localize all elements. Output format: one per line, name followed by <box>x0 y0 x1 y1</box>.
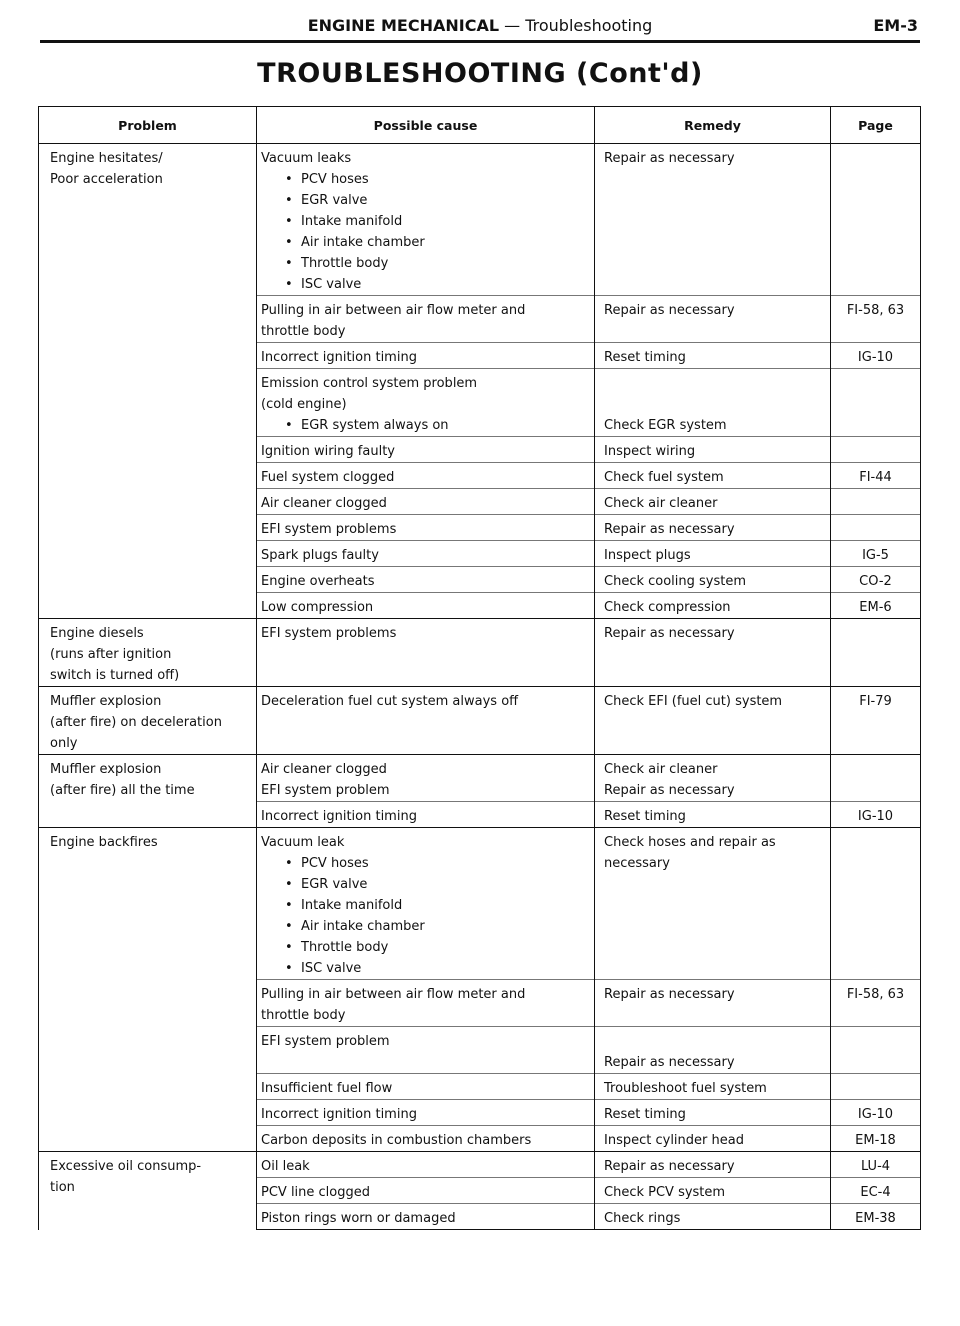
page-ref <box>831 1031 920 1052</box>
cause-line: throttle body <box>261 1008 346 1023</box>
column-header-page: Page <box>831 107 921 144</box>
page-ref-cell <box>831 144 921 296</box>
remedy-line: Repair as necessary <box>604 1159 735 1174</box>
page-ref-cell <box>831 593 921 619</box>
cause-bullet-item: • Intake manifold <box>261 211 594 232</box>
problem-line: (runs after ignition <box>50 647 172 662</box>
problem-line: (after fire) on deceleration <box>50 715 222 730</box>
problem-line: Engine hesitates/ <box>50 151 163 166</box>
remedy-cell <box>595 980 831 1027</box>
problem-line: Muffler explosion <box>50 762 162 777</box>
problem-cell <box>39 144 257 619</box>
page-ref: IG-10 <box>857 350 894 365</box>
cause-cell <box>257 1027 595 1074</box>
remedy-cell <box>595 1126 831 1152</box>
page-ref <box>831 519 920 540</box>
page-ref-cell <box>831 1027 921 1074</box>
table-row <box>39 619 921 687</box>
cause-line: Deceleration fuel cut system always off <box>261 694 519 709</box>
remedy-cell <box>595 541 831 567</box>
cause-cell <box>257 1100 595 1126</box>
table-row <box>39 755 921 802</box>
remedy-line: Check air cleaner <box>604 762 718 777</box>
page-ref: EM-6 <box>859 600 892 615</box>
remedy-cell <box>595 343 831 369</box>
page-ref <box>831 623 920 644</box>
remedy-cell <box>595 144 831 296</box>
page-header <box>40 14 920 43</box>
page-ref-cell <box>831 687 921 755</box>
cause-bullet-item: • PCV hoses <box>261 853 594 874</box>
page-ref-cell <box>831 802 921 828</box>
remedy-cell <box>595 687 831 755</box>
page-ref-cell <box>831 343 921 369</box>
remedy-line: Check EFI (fuel cut) system <box>604 694 783 709</box>
page-ref-cell <box>831 619 921 687</box>
cause-line: Incorrect ignition timing <box>261 1107 417 1122</box>
cause-line: Carbon deposits in combustion chambers <box>261 1133 532 1148</box>
cause-bullet-item: • ISC valve <box>261 958 594 979</box>
cause-cell <box>257 1204 595 1230</box>
cause-line: Pulling in air between air flow meter and <box>261 303 526 318</box>
table-body <box>39 144 921 1230</box>
table-header <box>39 107 921 144</box>
remedy-cell <box>595 828 831 980</box>
page-ref-cell <box>831 296 921 343</box>
page-ref: FI-58, 63 <box>846 303 905 318</box>
cause-cell <box>257 619 595 687</box>
cause-cell <box>257 515 595 541</box>
remedy-line: Check rings <box>604 1211 681 1226</box>
cause-line: Vacuum leaks <box>261 151 352 166</box>
problem-line: Excessive oil consump- <box>50 1159 202 1174</box>
table-row <box>39 1152 921 1178</box>
remedy-line: Repair as necessary <box>604 522 735 537</box>
problem-line: Muffler explosion <box>50 694 162 709</box>
cause-line: Ignition wiring faulty <box>261 444 395 459</box>
page-ref-cell <box>831 541 921 567</box>
cause-cell <box>257 369 595 437</box>
cause-line: EFI system problems <box>261 522 397 537</box>
problem-cell <box>39 619 257 687</box>
cause-line: Vacuum leak <box>261 835 345 850</box>
page-title: TROUBLESHOOTING (Cont'd) <box>257 58 703 89</box>
cause-bullet-item: • Air intake chamber <box>261 916 594 937</box>
cause-line: Piston rings worn or damaged <box>261 1211 456 1226</box>
cause-line: Emission control system problem <box>261 376 478 391</box>
page-ref: FI-44 <box>859 470 892 485</box>
cause-bullet-item: • Throttle body <box>261 937 594 958</box>
remedy-line: Repair as necessary <box>604 1055 735 1070</box>
cause-bullet-item: • EGR system always on <box>261 415 594 436</box>
page-ref <box>831 832 920 853</box>
remedy-line: Check compression <box>604 600 731 615</box>
remedy-line: Check air cleaner <box>604 496 718 511</box>
cause-cell <box>257 687 595 755</box>
cause-cell <box>257 755 595 802</box>
page-ref-cell <box>831 828 921 980</box>
remedy-cell <box>595 489 831 515</box>
page-ref: EM-18 <box>855 1133 896 1148</box>
cause-bullet-item: • PCV hoses <box>261 169 594 190</box>
problem-line: only <box>50 736 78 751</box>
remedy-line: Check fuel system <box>604 470 724 485</box>
page-ref-cell <box>831 489 921 515</box>
remedy-line: Repair as necessary <box>604 987 735 1002</box>
remedy-line: Check EGR system <box>604 418 727 433</box>
table-row <box>39 687 921 755</box>
page-ref-cell <box>831 437 921 463</box>
column-header-remedy: Remedy <box>595 107 831 144</box>
cause-line: EFI system problems <box>261 626 397 641</box>
page-ref <box>831 148 920 169</box>
problem-cell <box>39 1152 257 1230</box>
cause-cell <box>257 1178 595 1204</box>
page-ref <box>831 1078 920 1099</box>
problem-line: Poor acceleration <box>50 172 163 187</box>
problem-cell <box>39 828 257 1152</box>
page-ref-cell <box>831 980 921 1027</box>
column-header-problem: Problem <box>39 107 257 144</box>
page-ref-cell <box>831 463 921 489</box>
cause-bullet-item: • EGR valve <box>261 190 594 211</box>
remedy-line: Reset timing <box>604 809 686 824</box>
remedy-cell <box>595 437 831 463</box>
cause-cell <box>257 1074 595 1100</box>
header-separator: — <box>499 16 526 35</box>
table-row <box>39 828 921 980</box>
remedy-line: Repair as necessary <box>604 303 735 318</box>
cause-line: Pulling in air between air flow meter and <box>261 987 526 1002</box>
remedy-cell <box>595 369 831 437</box>
page-ref: FI-79 <box>859 694 892 709</box>
cause-line: Oil leak <box>261 1159 310 1174</box>
remedy-line: necessary <box>604 856 670 871</box>
problem-line: tion <box>50 1180 75 1195</box>
remedy-line: Check PCV system <box>604 1185 726 1200</box>
page-ref-cell <box>831 1178 921 1204</box>
troubleshooting-table <box>38 106 921 1230</box>
cause-cell <box>257 1152 595 1178</box>
cause-cell <box>257 980 595 1027</box>
page-ref: IG-10 <box>857 1107 894 1122</box>
cause-bullet-item: • ISC valve <box>261 274 594 295</box>
page-ref: IG-10 <box>857 809 894 824</box>
remedy-line: Check hoses and repair as <box>604 835 776 850</box>
page-ref <box>831 493 920 514</box>
cause-bullet-item: • EGR valve <box>261 874 594 895</box>
cause-cell <box>257 1126 595 1152</box>
remedy-cell <box>595 567 831 593</box>
header-row <box>39 107 921 144</box>
remedy-line: Reset timing <box>604 1107 686 1122</box>
cause-cell <box>257 828 595 980</box>
page-ref <box>831 441 920 462</box>
cause-line: EFI system problem <box>261 1034 390 1049</box>
header-subsection: Troubleshooting <box>525 16 653 35</box>
page-ref-cell <box>831 1152 921 1178</box>
column-header-possible-cause: Possible cause <box>257 107 595 144</box>
remedy-cell <box>595 515 831 541</box>
remedy-cell <box>595 1100 831 1126</box>
page-ref-cell <box>831 1204 921 1230</box>
header-section: ENGINE MECHANICAL <box>307 16 500 35</box>
remedy-line: Inspect plugs <box>604 548 691 563</box>
cause-cell <box>257 296 595 343</box>
cause-line: Air cleaner clogged <box>261 762 387 777</box>
remedy-line: Repair as necessary <box>604 626 735 641</box>
remedy-line <box>604 394 830 415</box>
remedy-cell <box>595 1027 831 1074</box>
remedy-line <box>604 1031 830 1052</box>
remedy-line: Inspect wiring <box>604 444 696 459</box>
cause-cell <box>257 802 595 828</box>
table-row <box>39 144 921 296</box>
problem-line: (after fire) all the time <box>50 783 195 798</box>
header-section-title <box>40 16 920 35</box>
remedy-cell <box>595 619 831 687</box>
cause-line: Air cleaner clogged <box>261 496 387 511</box>
cause-cell <box>257 567 595 593</box>
cause-line: Low compression <box>261 600 374 615</box>
page-ref-cell <box>831 1100 921 1126</box>
cause-line: Engine overheats <box>261 574 375 589</box>
cause-cell <box>257 437 595 463</box>
cause-line: Fuel system clogged <box>261 470 395 485</box>
remedy-cell <box>595 296 831 343</box>
remedy-line <box>604 373 830 394</box>
page-ref <box>831 373 920 394</box>
page-ref: CO-2 <box>859 574 892 589</box>
cause-cell <box>257 463 595 489</box>
cause-cell <box>257 144 595 296</box>
page-ref <box>831 759 920 780</box>
remedy-cell <box>595 1178 831 1204</box>
cause-bullet-item: • Air intake chamber <box>261 232 594 253</box>
cause-line: Incorrect ignition timing <box>261 809 417 824</box>
problem-cell <box>39 687 257 755</box>
cause-line: PCV line clogged <box>261 1185 371 1200</box>
cause-line: Insufficient fuel flow <box>261 1081 393 1096</box>
page-ref-cell <box>831 1126 921 1152</box>
header-page-code: EM-3 <box>873 16 918 35</box>
remedy-line: Repair as necessary <box>604 783 735 798</box>
problem-line: Engine diesels <box>50 626 144 641</box>
page-ref: FI-58, 63 <box>846 987 905 1002</box>
page-ref: EM-38 <box>855 1211 896 1226</box>
cause-bullet-item: • Intake manifold <box>261 895 594 916</box>
cause-bullet-item: • Throttle body <box>261 253 594 274</box>
problem-cell <box>39 755 257 828</box>
remedy-cell <box>595 1204 831 1230</box>
cause-cell <box>257 343 595 369</box>
remedy-line: Troubleshoot fuel system <box>604 1081 767 1096</box>
cause-line: Spark plugs faulty <box>261 548 379 563</box>
cause-line: EFI system problem <box>261 783 390 798</box>
cause-line: Incorrect ignition timing <box>261 350 417 365</box>
page-ref-cell <box>831 1074 921 1100</box>
page-ref-cell <box>831 567 921 593</box>
remedy-cell <box>595 1152 831 1178</box>
cause-line: (cold engine) <box>261 397 347 412</box>
remedy-cell <box>595 755 831 802</box>
page-ref: LU-4 <box>860 1159 891 1174</box>
remedy-cell <box>595 1074 831 1100</box>
remedy-cell <box>595 802 831 828</box>
page-ref-cell <box>831 369 921 437</box>
page-ref: IG-5 <box>862 548 889 563</box>
cause-line: throttle body <box>261 324 346 339</box>
cause-cell <box>257 593 595 619</box>
problem-line: Engine backfires <box>50 835 158 850</box>
remedy-cell <box>595 593 831 619</box>
page-ref-cell <box>831 755 921 802</box>
problem-line: switch is turned off) <box>50 668 180 683</box>
page-ref-cell <box>831 515 921 541</box>
cause-cell <box>257 489 595 515</box>
page-ref: EC-4 <box>860 1185 891 1200</box>
remedy-cell <box>595 463 831 489</box>
remedy-line: Check cooling system <box>604 574 747 589</box>
cause-cell <box>257 541 595 567</box>
remedy-line: Inspect cylinder head <box>604 1133 744 1148</box>
remedy-line: Reset timing <box>604 350 686 365</box>
remedy-line: Repair as necessary <box>604 151 735 166</box>
